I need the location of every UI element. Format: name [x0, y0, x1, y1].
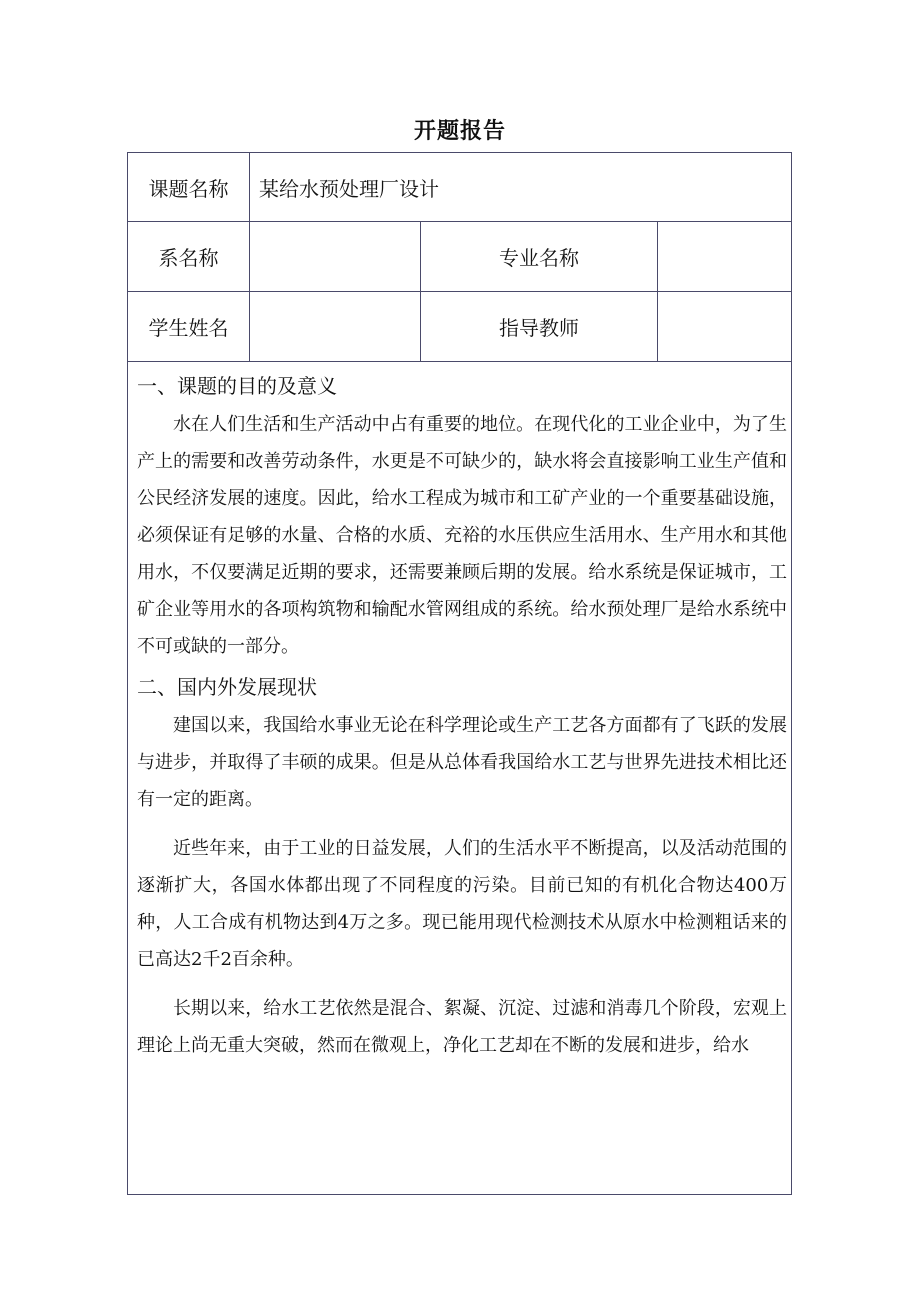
table-row-divider — [127, 361, 792, 362]
department-label: 系名称 — [158, 246, 219, 270]
student-value — [250, 292, 420, 361]
topic-value: 某给水预处理厂设计 — [259, 176, 439, 201]
page-title: 开题报告 — [413, 119, 506, 144]
department-value — [250, 222, 420, 291]
major-value — [658, 222, 791, 291]
section-heading-status: 二、国内外发展现状 — [137, 675, 317, 699]
report-body — [137, 368, 787, 1076]
major-label: 专业名称 — [499, 246, 579, 270]
paragraph: 水在人们生活和生产活动中占有重要的地位。在现代化的工业企业中，为了生产上的需要和改善劳动条件，水更是不可缺少的，缺水将会直接影响工业生产值和公民经济发展的速度。因此，给水工程成为城市和工矿产业的一个重要基础设施，必须保证有足够的水量、合格的水质、充裕的水压供应生活用水、生产用水和其他用水，不仅要满足近期的要求，还需要兼顾后期的发展。给水系统是保证城市，工矿企业等用水的各项构筑物和输配水管网组成的系统。给水预处理厂是给水系统中不可或缺的一部分。 — [137, 414, 787, 657]
paragraph: 近些年来，由于工业的日益发展，人们的生活水平不断提高，以及活动范围的逐渐扩大，各国水体都出现了不同程度的污染。目前已知的有机化合物达400万种，人工合成有机物达到4万之多。现已能用现代检测技术从原水中检测粗话来的已高达2千2百余种。 — [137, 838, 787, 970]
student-label: 学生姓名 — [148, 316, 229, 340]
advisor-label: 指导教师 — [499, 316, 579, 340]
paragraph: 长期以来，给水工艺依然是混合、絮凝、沉淀、过滤和消毒几个阶段，宏观上理论上尚无重大突破，然而在微观上，净化工艺却在不断的发展和进步，给水 — [137, 998, 787, 1056]
paragraph: 建国以来，我国给水事业无论在科学理论或生产工艺各方面都有了飞跃的发展与进步，并取得了丰硕的成果。但是从总体看我国给水工艺与世界先进技术相比还有一定的距离。 — [137, 715, 787, 810]
topic-label: 课题名称 — [148, 176, 229, 201]
advisor-value — [658, 292, 791, 361]
section-heading-purpose: 一、课题的目的及意义 — [137, 374, 337, 398]
